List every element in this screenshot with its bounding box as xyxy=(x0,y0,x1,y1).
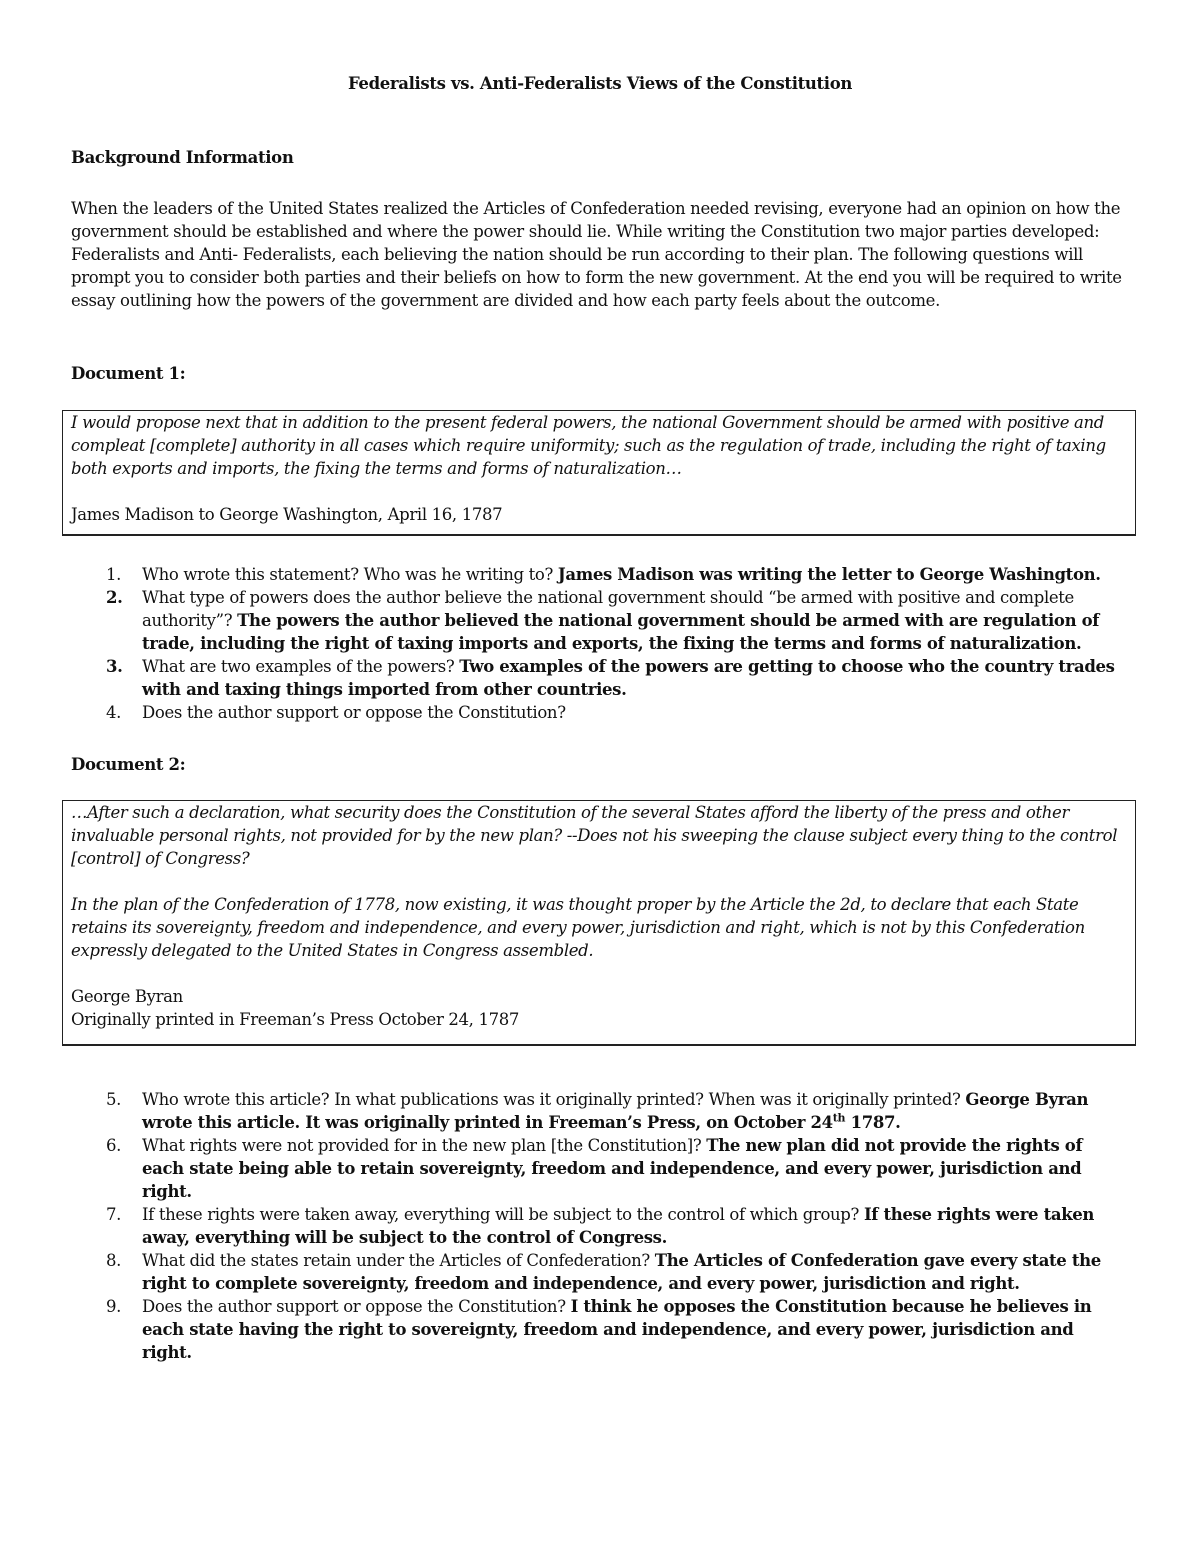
document-2-questions xyxy=(0,1088,1125,1364)
question-number: 5. xyxy=(106,1090,122,1109)
document-1-quote: I would propose next that in addition to the present federal powers, the national Government should be armed with positive and compleat [complete] authority in all cases which require uniformity; such as the regulation of trade, including the right of taxing both exports and imports, the fixing the terms and forms of naturalization… xyxy=(71,413,1106,478)
answer-text: James Madison was writing the letter to George Washington. xyxy=(557,565,1101,584)
question-number: 7. xyxy=(106,1205,122,1224)
background-heading: Background Information xyxy=(71,148,294,167)
answer-text-part: George Byran wrote this article. It was originally printed in Freeman’s Press, on October 24 xyxy=(142,1090,1089,1132)
question-text: What did the states retain under the Articles of Confederation? xyxy=(142,1251,650,1270)
question-number: 2. xyxy=(106,588,123,607)
question-number: 6. xyxy=(106,1136,122,1155)
question-item xyxy=(0,1134,1125,1203)
answer-text: Two examples of the powers are getting to choose who the country trades with and taxing things imported from other countries. xyxy=(142,657,1115,699)
background-paragraph: When the leaders of the United States realized the Articles of Confederation needed revising, everyone had an opinion on how the government should be established and where the power should lie. While writing the Constitution two major parties developed: Federalists and Anti- Federalists, each believing the nation should be run according to their plan. The following questions will prompt you to consider both parties and their beliefs on how to form the new government. At the end you will be required to write essay outlining how the powers of the government are divided and how each party feels about the outcome. xyxy=(71,199,1122,310)
question-text: Who wrote this statement? Who was he writing to? xyxy=(142,565,553,584)
question-text: Does the author support or oppose the Constitution? xyxy=(142,703,566,722)
answer-text: I think he opposes the Constitution because he believes in each state having the right to sovereignty, freedom and independence, and every power, jurisdiction and right. xyxy=(142,1297,1092,1362)
question-text: Does the author support or oppose the Constitution? xyxy=(142,1297,566,1316)
document-1-attribution: James Madison to George Washington, April 16, 1787 xyxy=(71,505,503,524)
document-2-source: Originally printed in Freeman’s Press October 24, 1787 xyxy=(71,1010,520,1029)
question-text: What type of powers does the author believe the national government should “be armed with positive and complete authority”? xyxy=(142,588,1074,630)
document-2-quote-part-2: In the plan of the Confederation of 1778, now existing, it was thought proper by the Article the 2d, to declare that each State retains its sovereignty, freedom and independence, and every power, jurisdiction and right, which is not by this Confederation expressly delegated to the United States in Congress assembled. xyxy=(71,895,1085,960)
answer-text: The Articles of Confederation gave every state the right to complete sovereignty, freedom and independence, and every power, jurisdiction and right. xyxy=(142,1251,1101,1293)
question-item xyxy=(0,1088,1125,1134)
question-number: 4. xyxy=(106,703,122,722)
question-number: 9. xyxy=(106,1297,122,1316)
page-title: Federalists vs. Anti-Federalists Views of the Constitution xyxy=(347,74,853,93)
question-item xyxy=(0,701,1125,724)
answer-superscript: th xyxy=(832,1111,846,1125)
document-2-quote-box xyxy=(62,800,1136,1046)
answer-text-part: 1787. xyxy=(845,1113,901,1132)
question-text: What are two examples of the powers? xyxy=(142,657,455,676)
question-item xyxy=(0,655,1125,701)
answer-text: The new plan did not provide the rights of each state being able to retain sovereignty, freedom and independence, and every power, jurisdiction and right. xyxy=(142,1136,1083,1201)
question-text: Who wrote this article? In what publications was it originally printed? When was it originally printed? xyxy=(142,1090,961,1109)
question-number: 1. xyxy=(106,565,122,584)
question-item xyxy=(0,1203,1125,1249)
question-item xyxy=(0,586,1125,655)
document-2-quote-part-1: …After such a declaration, what security does the Constitution of the several States afford the liberty of the press and other invaluable personal rights, not provided for by the new plan? --Does not his sweeping the clause subject every thing to the control [control] of Congress? xyxy=(71,803,1118,868)
document-1-heading: Document 1: xyxy=(71,364,186,383)
question-item xyxy=(0,1249,1125,1295)
question-text: What rights were not provided for in the new plan [the Constitution]? xyxy=(142,1136,702,1155)
answer-text: If these rights were taken away, everything will be subject to the control of Congress. xyxy=(142,1205,1095,1247)
question-item xyxy=(0,563,1125,586)
document-1-questions xyxy=(0,563,1125,724)
document-1-quote-box xyxy=(62,410,1136,536)
question-text: If these rights were taken away, everything will be subject to the control of which group? xyxy=(142,1205,860,1224)
question-item xyxy=(0,1295,1125,1364)
question-number: 8. xyxy=(106,1251,122,1270)
question-number: 3. xyxy=(106,657,123,676)
document-2-heading: Document 2: xyxy=(71,755,186,774)
answer-text: The powers the author believed the national government should be armed with are regulation of trade, including the right of taxing imports and exports, the fixing the terms and forms of naturalization. xyxy=(142,611,1100,653)
document-2-author: George Byran xyxy=(71,987,183,1006)
